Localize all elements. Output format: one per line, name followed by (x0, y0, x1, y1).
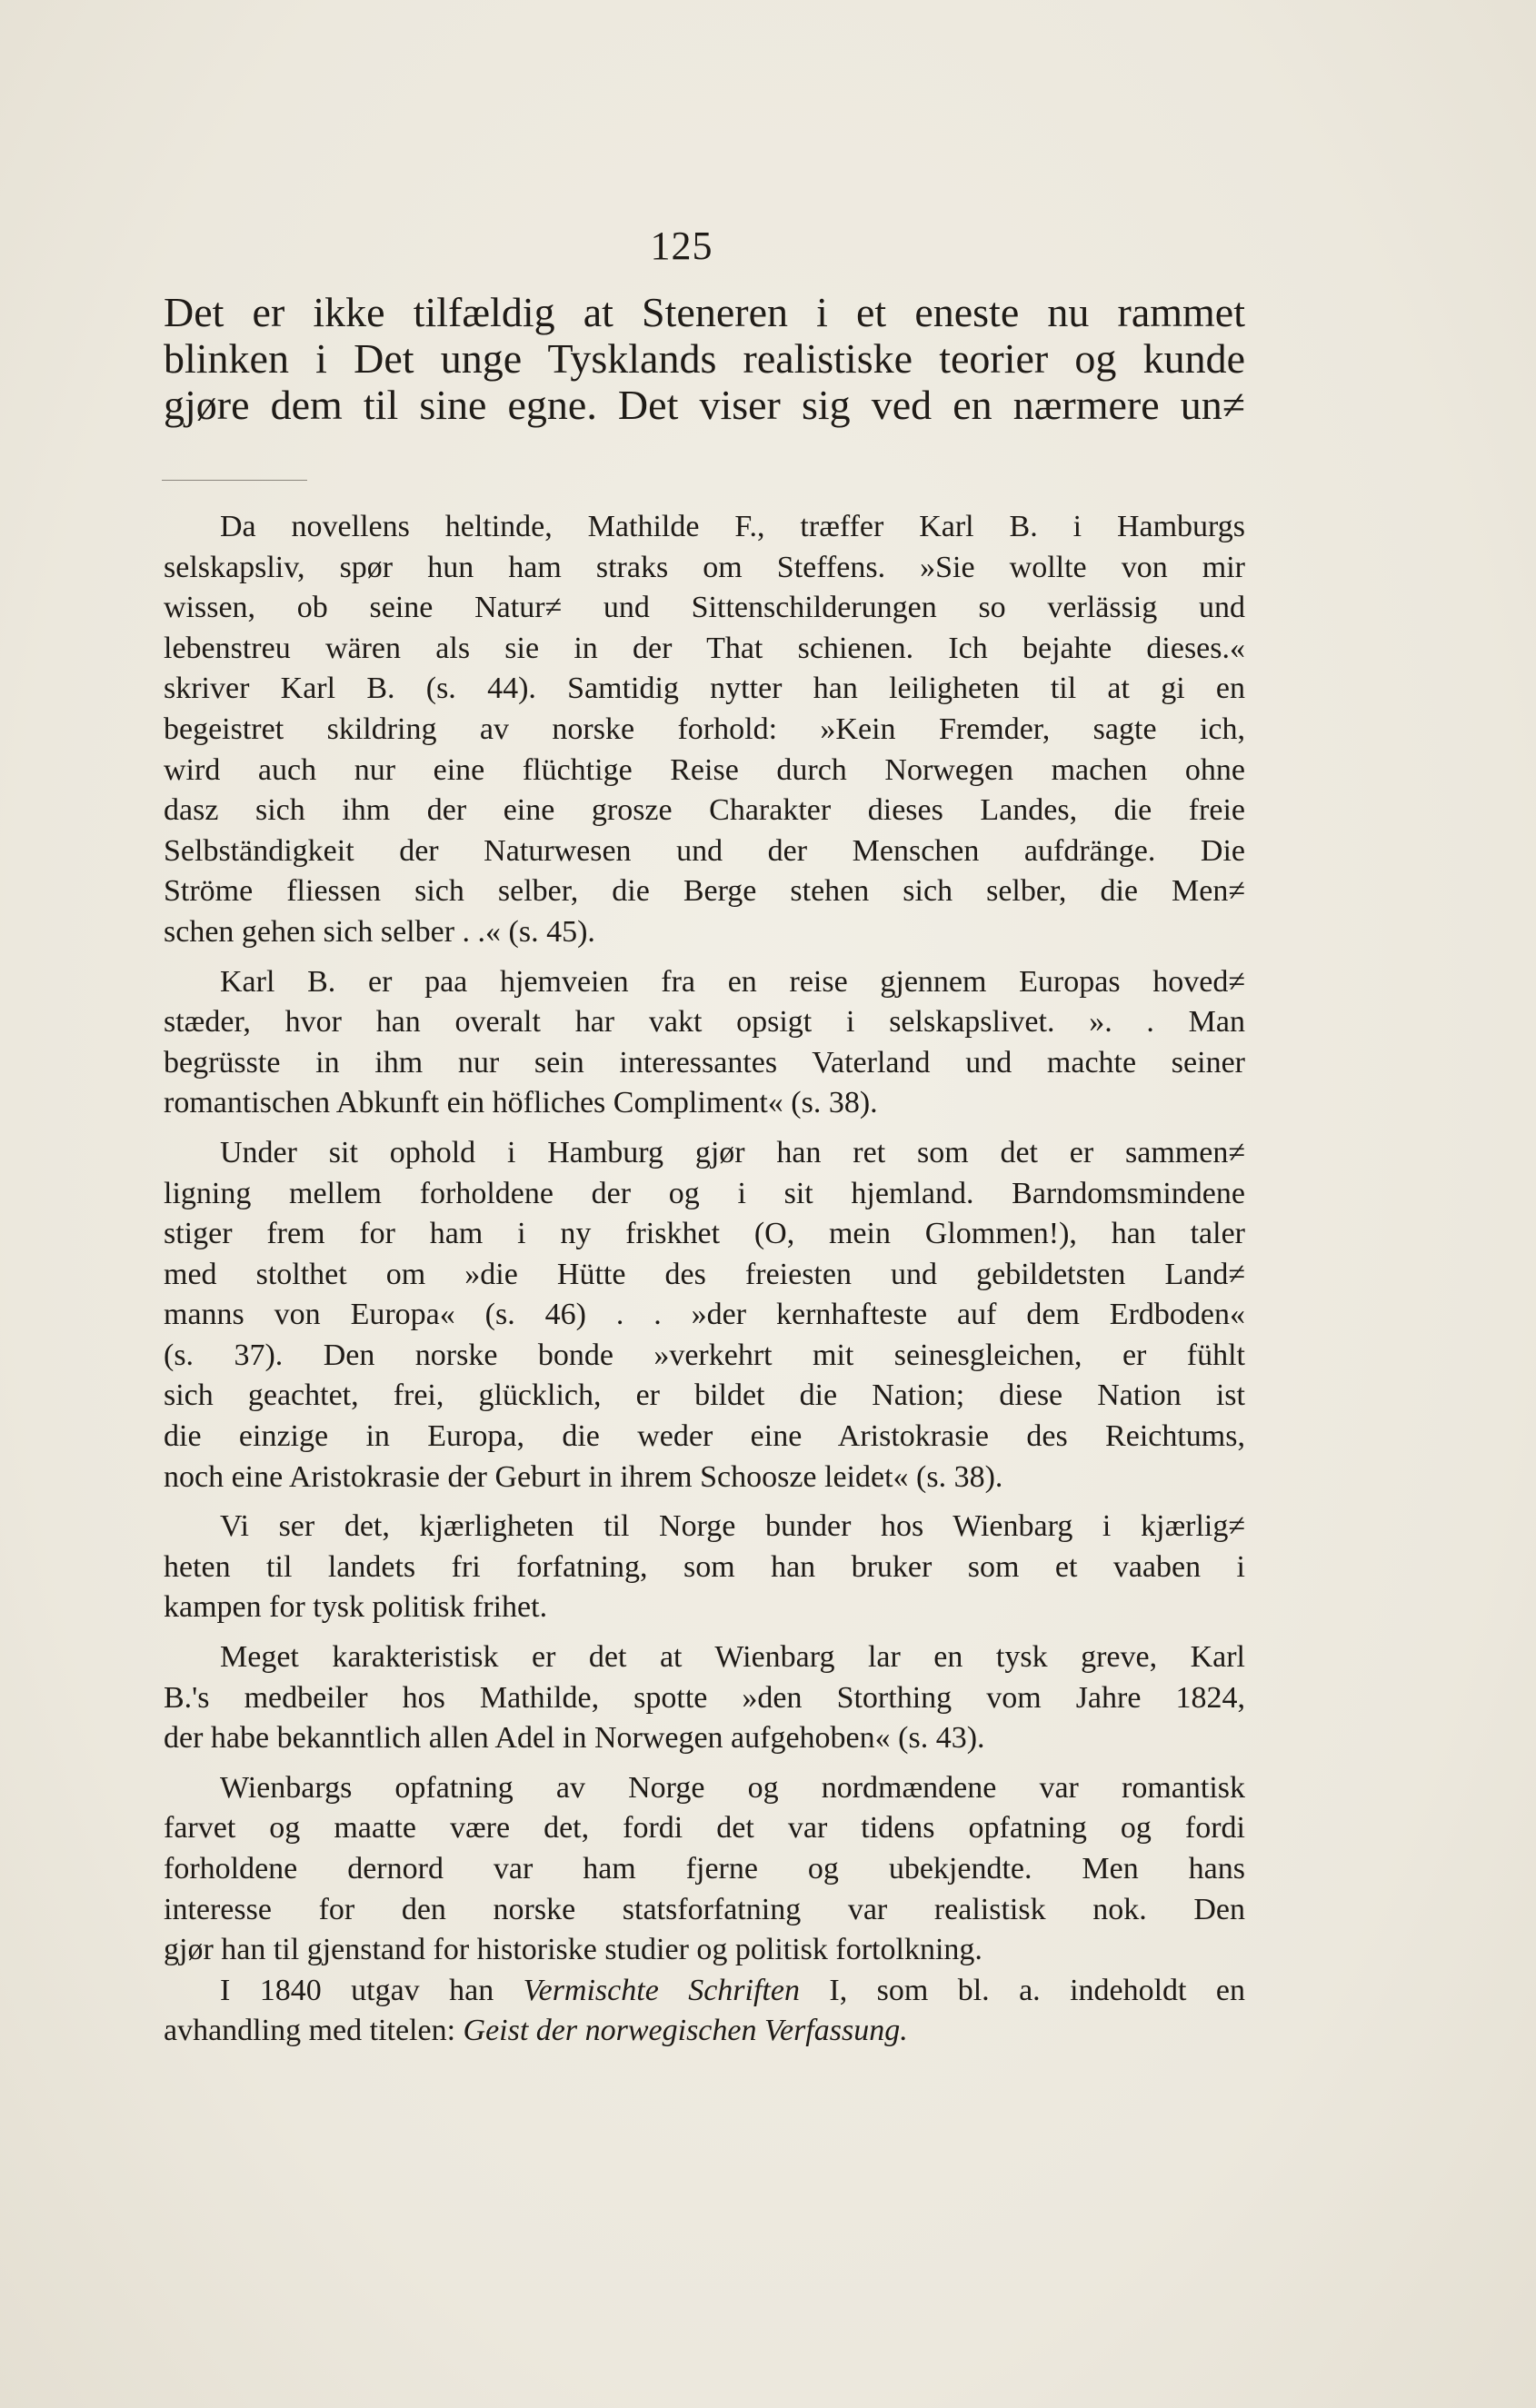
footnote-line: selskapsliv, spør hun ham straks om Steffens. »Sie wollte von mir (164, 550, 1245, 584)
footnote-divider (162, 480, 307, 481)
footnote-line: wissen, ob seine Natur≠ und Sittenschilderungen so verlässig und (164, 591, 1245, 625)
footnote-paragraph (164, 962, 1245, 1124)
footnote-line: interesse for den norske statsforfatning var realistisk nok. Den (164, 1892, 1245, 1926)
footnote-line: Meget karakteristisk er det at Wienbarg lar en tysk greve, Karl (220, 1640, 1245, 1675)
footnote-line: Da novellens heltinde, Mathilde F., træffer Karl B. i Hamburgs (220, 510, 1245, 543)
footnote-line: farvet og maatte være det, fordi det var tidens opfatning og fordi (164, 1811, 1245, 1846)
main-text-line: blinken i Det unge Tysklands realistiske teorier og kunde (164, 335, 1245, 382)
footnote-line: (s. 37). Den norske bonde »verkehrt mit seinesgleichen, er fühlt (164, 1338, 1245, 1372)
footnote-line: schen gehen sich selber . .« (s. 45). (164, 914, 595, 949)
essay-title-italic: Geist der norwegischen Verfassung. (463, 2014, 908, 2048)
footnote-line (164, 2011, 1245, 2052)
book-title-italic: Vermischte Schriften (523, 1973, 800, 2007)
footnote-paragraph (164, 1971, 1245, 2052)
footnote-text: I 1840 utgav han (220, 1973, 524, 2007)
footnote-line: Vi ser det, kjærligheten til Norge bunder hos Wienbarg i kjærlig≠ (220, 1509, 1245, 1544)
footnote-line: lebenstreu wären als sie in der That schienen. Ich bejahte dieses.« (164, 631, 1245, 665)
footnote-line: begrüsste in ihm nur sein interessantes Vaterland und machte seiner (164, 1045, 1245, 1080)
footnote-text: I, som bl. a. indeholdt en (799, 1973, 1246, 2007)
footnote-line: forholdene dernord var ham fjerne og ubekjendte. Men hans (164, 1852, 1245, 1886)
main-text-block (164, 289, 1245, 428)
main-text-line: gjøre dem til sine egne. Det viser sig ved en nærmere un≠ (164, 382, 1245, 428)
footnote-line: dasz sich ihm der eine grosze Charakter dieses Landes, die freie (164, 793, 1245, 828)
footnote-line: Selbständigkeit der Naturwesen und der Menschen aufdränge. Die (164, 833, 1245, 868)
footnote-line: med stolthet om »die Hütte des freiesten und gebildetsten Land≠ (164, 1257, 1245, 1291)
footnote-line: heten til landets fri forfatning, som han bruker som et vaaben i (164, 1549, 1245, 1584)
footnote-line: begeistret skildring av norske forhold: »Kein Fremder, sagte ich, (164, 711, 1245, 746)
footnote-line: stæder, hvor han overalt har vakt opsigt i selskapslivet. ». . Man (164, 1005, 1245, 1040)
footnote-line: ligning mellem forholdene der og i sit hjemland. Barndomsmindene (164, 1176, 1245, 1210)
footnote-line: stiger frem for ham i ny friskhet (O, mein Glommen!), han taler (164, 1217, 1245, 1251)
footnote-paragraph (164, 507, 1245, 953)
footnote-block (164, 507, 1245, 2061)
footnote-line: Karl B. er paa hjemveien fra en reise gjennem Europas hoved≠ (220, 964, 1245, 999)
footnote-line: Under sit ophold i Hamburg gjør han ret som det er sammen≠ (220, 1135, 1245, 1169)
footnote-line: Wienbargs opfatning av Norge og nordmændene var romantisk (220, 1770, 1245, 1805)
footnote-line: noch eine Aristokrasie der Geburt in ihrem Schoosze leidet« (s. 38). (164, 1459, 1003, 1494)
footnote-line: kampen for tysk politisk frihet. (164, 1590, 548, 1625)
footnote-paragraph (164, 1507, 1245, 1628)
footnote-line: gjør han til gjenstand for historiske studier og politisk fortolkning. (164, 1933, 982, 1967)
footnote-line: romantischen Abkunft ein höfliches Compliment« (s. 38). (164, 1086, 878, 1120)
page-number: 125 (650, 224, 713, 268)
footnote-paragraph (164, 1637, 1245, 1759)
footnote-line: manns von Europa« (s. 46) . . »der kernhafteste auf dem Erdboden« (164, 1298, 1245, 1332)
footnote-line: skriver Karl B. (s. 44). Samtidig nytter han leiligheten til at gi en (164, 672, 1245, 706)
footnote-paragraph (164, 1133, 1245, 1498)
footnote-line: der habe bekanntlich allen Adel in Norwegen aufgehoben« (s. 43). (164, 1721, 985, 1756)
footnote-line: sich geachtet, frei, glücklich, er bildet die Nation; diese Nation ist (164, 1378, 1245, 1413)
footnote-line: wird auch nur eine flüchtige Reise durch Norwegen machen ohne (164, 752, 1245, 787)
main-text-line: Det er ikke tilfældig at Steneren i et eneste nu rammet (164, 289, 1245, 335)
footnote-paragraph (164, 1768, 1245, 1971)
footnote-line: B.'s medbeiler hos Mathilde, spotte »den Storthing vom Jahre 1824, (164, 1680, 1245, 1715)
footnote-text: avhandling med titelen: (164, 2014, 464, 2048)
footnote-line: die einzige in Europa, die weder eine Aristokrasie des Reichtums, (164, 1419, 1245, 1454)
footnote-line (164, 1971, 1245, 2012)
footnote-line: Ströme fliessen sich selber, die Berge stehen sich selber, die Men≠ (164, 874, 1245, 909)
